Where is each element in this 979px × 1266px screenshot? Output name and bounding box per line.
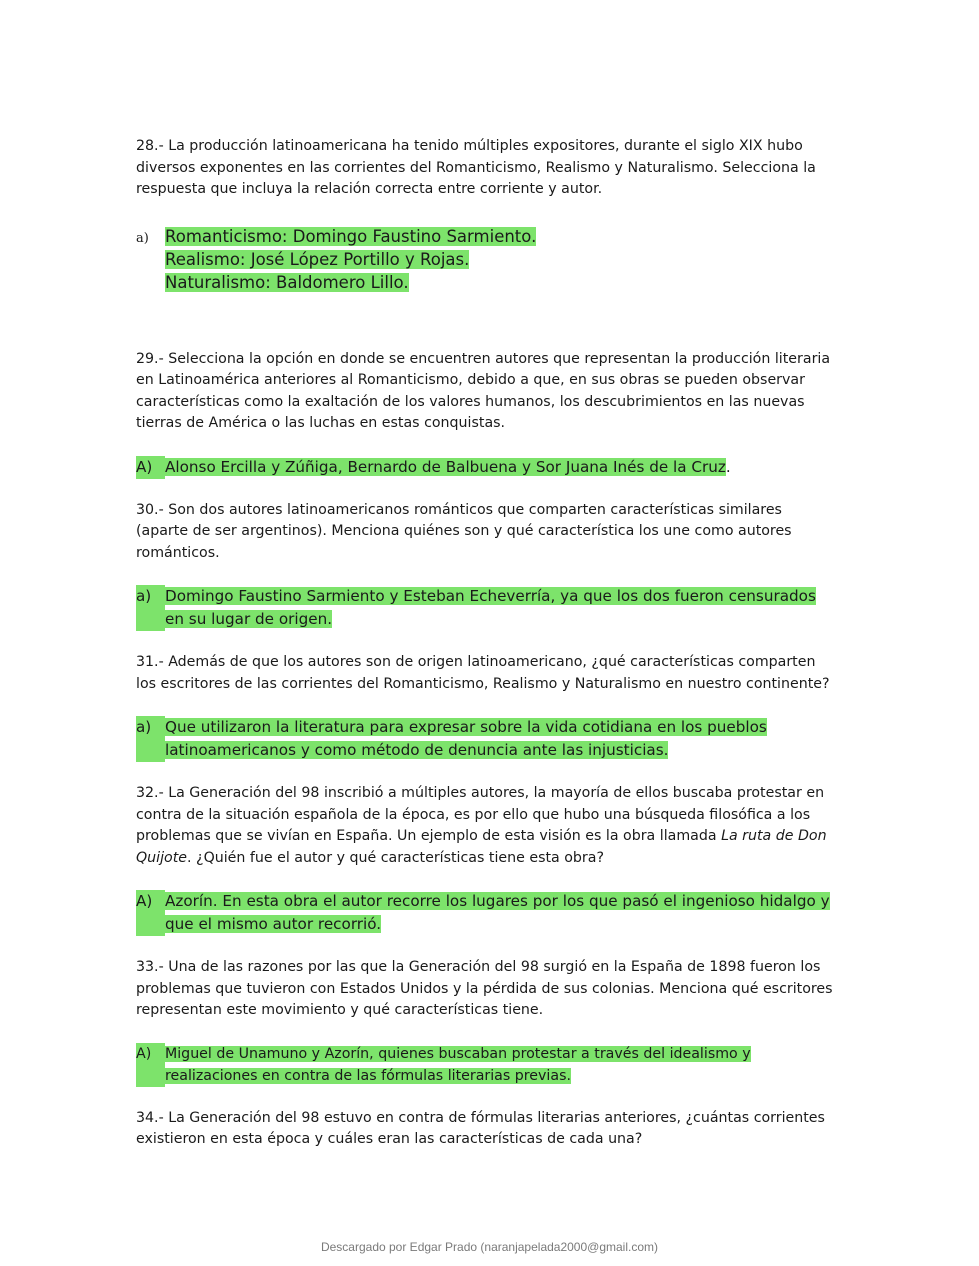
question-34: 34.- La Generación del 98 estuvo en contra de fórmulas literarias anteriores, ¿cuántas corrientes existieron en esta época y cuáles eran las características de cada una?	[136, 1109, 825, 1147]
answer-28-line-2: Realismo: José López Portillo y Rojas.	[165, 249, 470, 269]
answer-29-period: .	[725, 457, 731, 476]
document-page	[136, 136, 838, 1151]
question-31: 31.- Además de que los autores son de origen latinoamericano, ¿qué características comparten los escritores de las corrientes del Romanticismo, Realismo y Naturalismo en nuestro continente?	[136, 654, 830, 692]
download-footer: Descargado por Edgar Prado (naranjapelada2000@gmail.com)	[320, 1240, 659, 1254]
answer-30-text: Domingo Faustino Sarmiento y Esteban Echeverría, ya que los dos fueron censurados en su lugar de origen.	[165, 587, 816, 628]
answer-28-line-3: Naturalismo: Baldomero Lillo.	[165, 272, 409, 292]
question-28: 28.- La producción latinoamericana ha tenido múltiples expositores, durante el siglo XIX hubo diversos exponentes en las corrientes del Romanticismo, Realismo y Naturalismo. Selecciona la respuesta que incluya la relación correcta entre corriente y autor.	[136, 138, 816, 197]
answer-31	[136, 716, 838, 762]
answer-33-text: Miguel de Unamuno y Azorín, quienes buscaban protestar a través del idealismo y realizaciones en contra de las fórmulas literarias previas.	[165, 1045, 751, 1084]
answer-29	[136, 456, 838, 479]
answer-marker: A)	[136, 1043, 165, 1087]
answer-29-text: Alonso Ercilla y Zúñiga, Bernardo de Balbuena y Sor Juana Inés de la Cruz	[165, 457, 726, 476]
answer-33	[136, 1043, 838, 1087]
question-33: 33.- Una de las razones por las que la Generación del 98 surgió en la España de 1898 fueron los problemas que tuvieron con Estados Unidos y la pérdida de sus colonias. Menciona qué escritores representan este movimiento y qué características tiene.	[136, 959, 833, 1018]
answer-31-text: Que utilizaron la literatura para expresar sobre la vida cotidiana en los pueblos latinoamericanos y como método de denuncia ante las injusticias.	[165, 718, 767, 759]
question-32-text-end: . ¿Quién fue el autor y qué características tiene esta obra?	[187, 849, 604, 866]
answer-32	[136, 890, 838, 936]
question-30: 30.- Son dos autores latinoamericanos románticos que comparten características similares (aparte de ser argentinos). Menciona quiénes son y qué característica los une como autores románticos.	[136, 501, 792, 561]
answer-28	[136, 225, 838, 294]
answer-marker: a)	[136, 585, 165, 631]
book-title: La ruta de Don Quijote	[136, 828, 827, 866]
answer-marker: A)	[136, 456, 165, 479]
question-32-text: 32.- La Generación del 98 inscribió a múltiples autores, la mayoría de ellos buscaba protestar en contra de la situación española de la época, es por ello que hubo una búsqueda filosófica a los problemas que se vivían en España. Un ejemplo de esta visión es la obra llamada	[136, 785, 825, 844]
answer-28-line-1: Romanticismo: Domingo Faustino Sarmiento.	[165, 226, 537, 246]
answer-30	[136, 585, 838, 631]
answer-marker: A)	[136, 890, 165, 936]
question-32	[136, 783, 838, 869]
answer-marker: a)	[136, 716, 165, 762]
answer-32-text: Azorín. En esta obra el autor recorre los lugares por los que pasó el ingenioso hidalgo y que el mismo autor recorrió.	[165, 892, 830, 933]
answer-marker: a)	[136, 230, 149, 246]
question-29: 29.- Selecciona la opción en donde se encuentren autores que representan la producción literaria en Latinoamérica anteriores al Romanticismo, debido a que, en sus obras se pueden observar características como la exaltación de los valores humanos, los descubrimientos en las nuevas tierras de América o las luchas en estas conquistas.	[136, 350, 831, 431]
